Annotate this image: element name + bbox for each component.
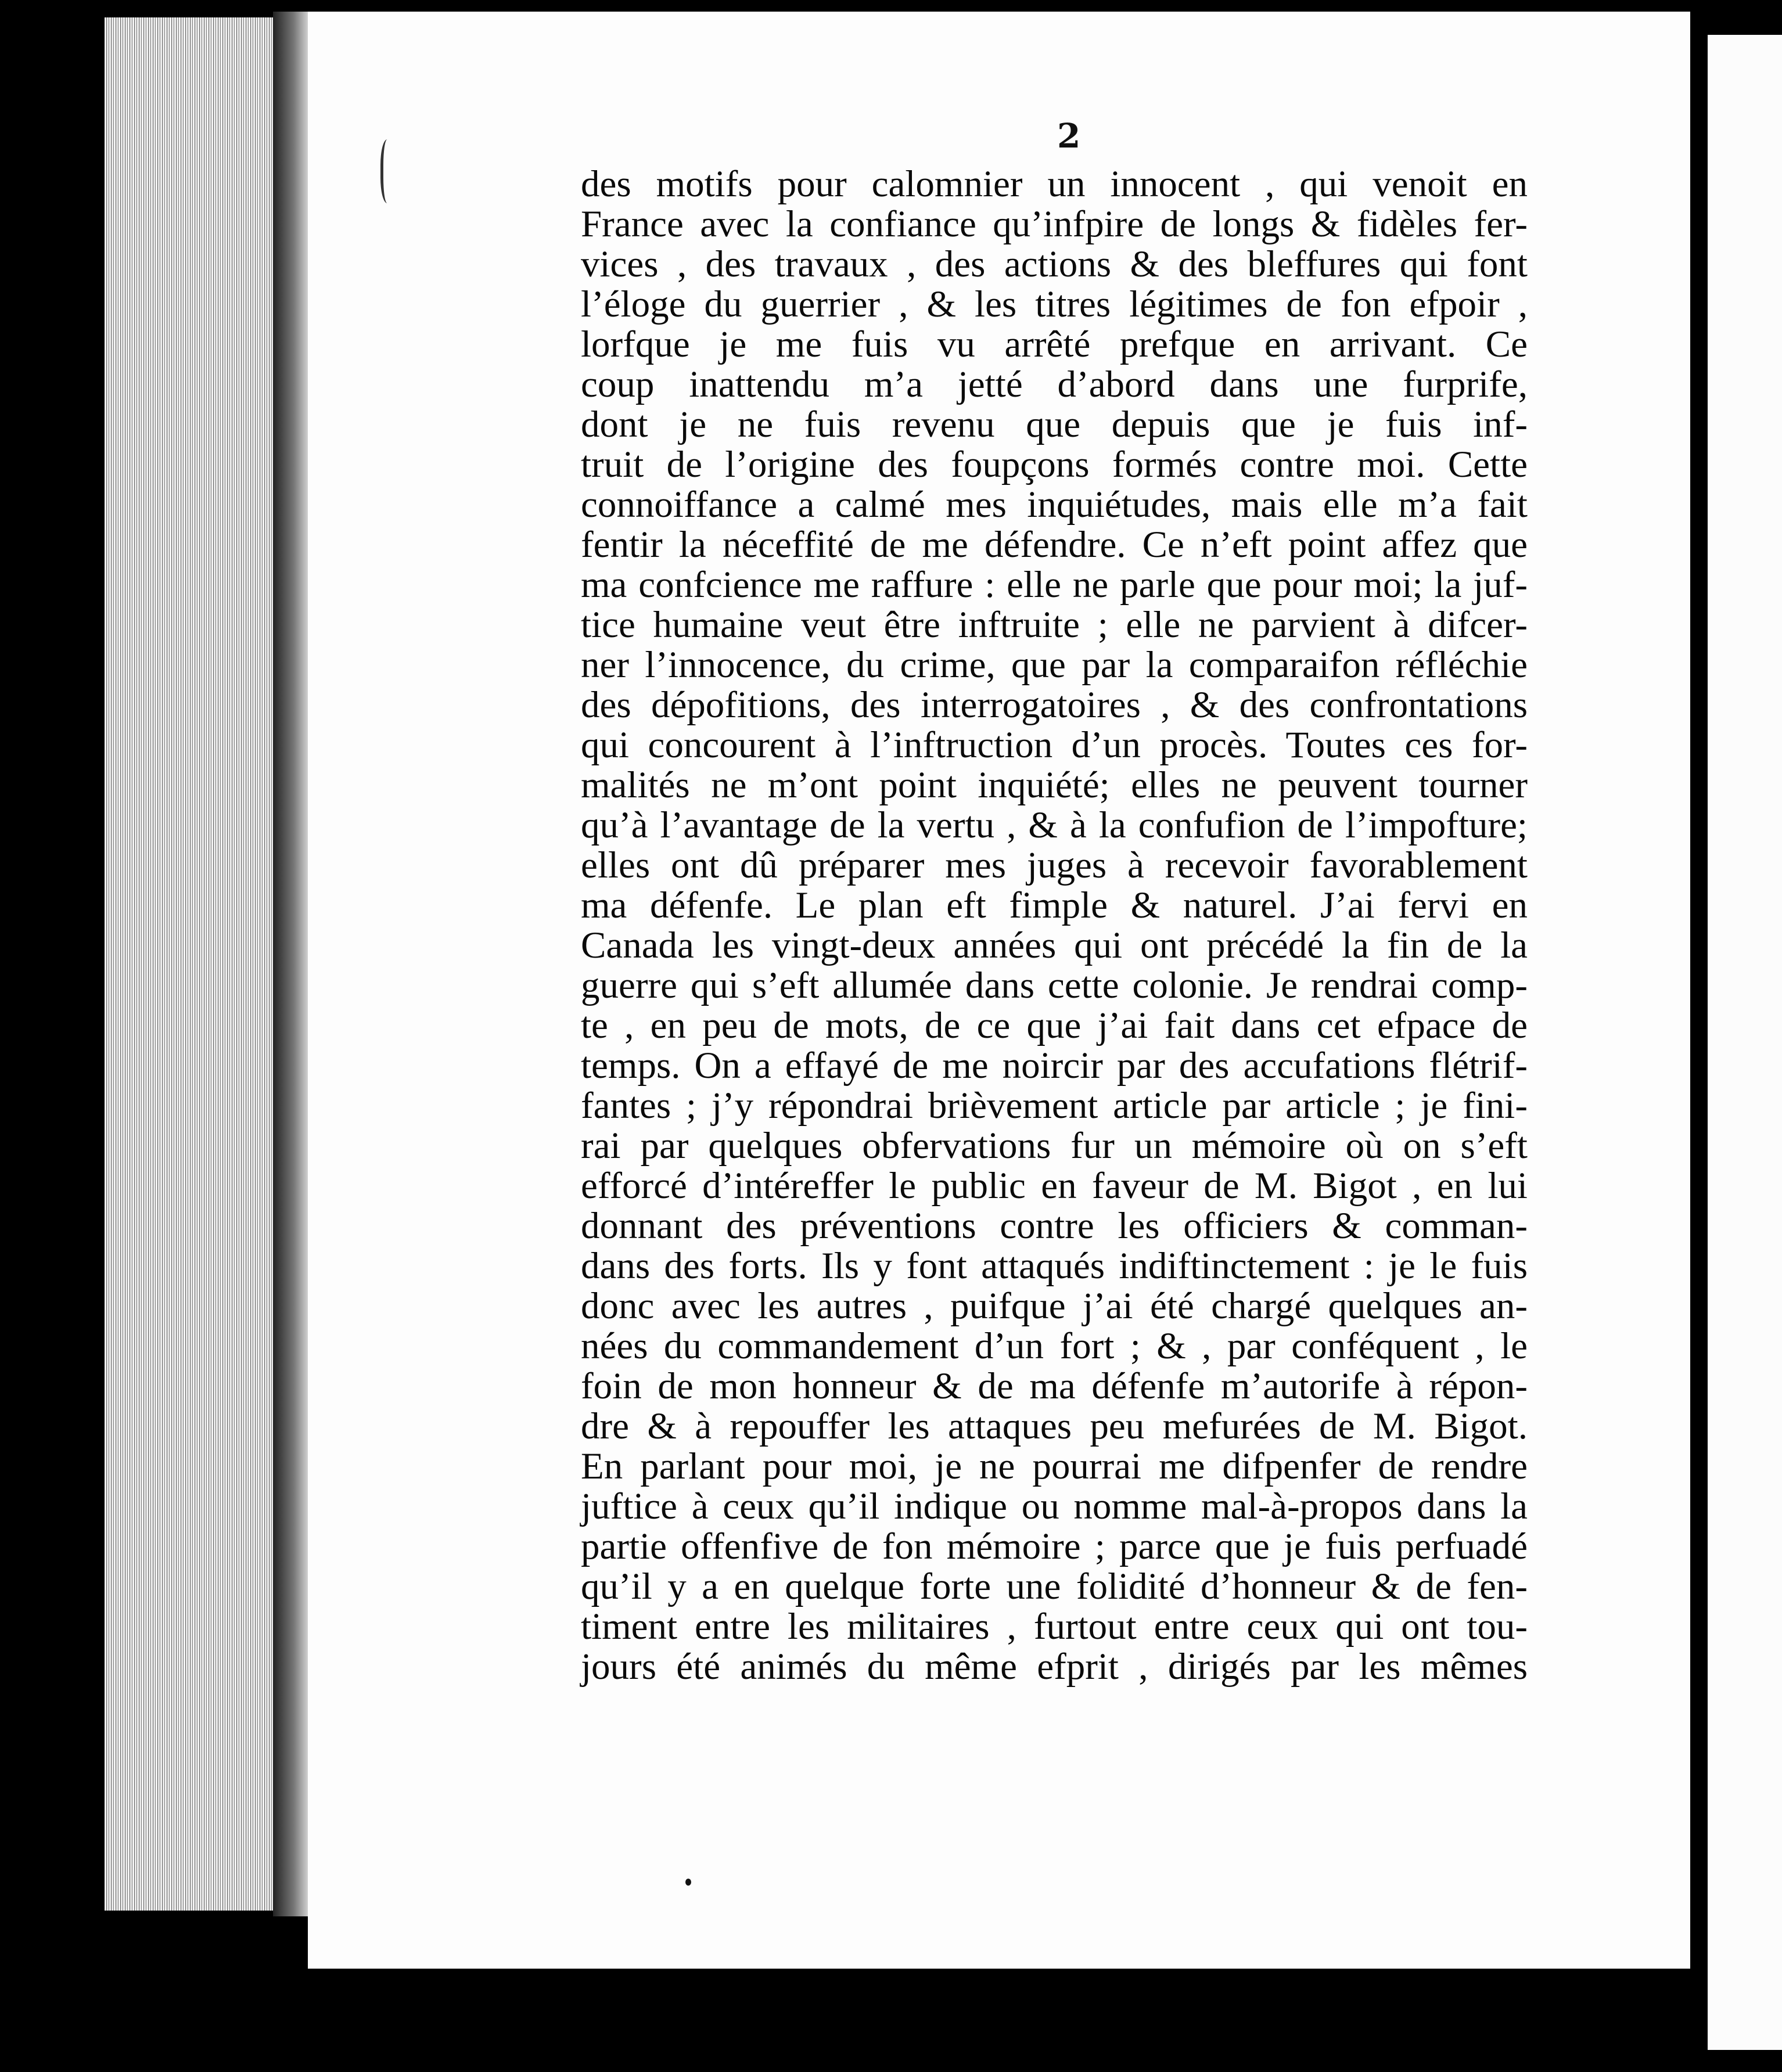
text-line: dont je ne fuis revenu que depuis que je fuis inf- <box>581 404 1528 445</box>
text-line: juftice à ceux qu’il indique ou nomme mal-à-propos dans la <box>581 1485 1528 1527</box>
text-line: nées du commandement d’un fort ; & , par conféquent , le <box>581 1325 1528 1367</box>
text-line: fentir la néceffité de me défendre. Ce n’eft point affez que <box>581 524 1528 566</box>
text-line: France avec la confiance qu’infpire de longs & fidèles fer- <box>581 203 1528 245</box>
body-text <box>581 164 1528 1687</box>
text-line: qui concourent à l’inftruction d’un procès. Toutes ces for- <box>581 724 1528 766</box>
text-line: timent entre les militaires , furtout entre ceux qui ont tou- <box>581 1606 1528 1647</box>
text-line: fantes ; j’y répondrai brièvement article par article ; je fini- <box>581 1085 1528 1127</box>
text-line: Canada les vingt-deux années qui ont précédé la fin de la <box>581 925 1528 966</box>
text-line: foin de mon honneur & de ma défenfe m’autorife à répon- <box>581 1365 1528 1407</box>
text-line: truit de l’origine des foupçons formés contre moi. Cette <box>581 444 1528 485</box>
text-line: te , en peu de mots, de ce que j’ai fait dans cet efpace de <box>581 1005 1528 1046</box>
text-line: jours été animés du même efprit , dirigés par les mêmes <box>581 1646 1528 1688</box>
text-line: guerre qui s’eft allumée dans cette colonie. Je rendrai comp- <box>581 965 1528 1006</box>
ink-speck <box>685 1879 691 1886</box>
text-line: dans des forts. Ils y font attaqués indiftinctement : je le fuis <box>581 1245 1528 1287</box>
book-page-edges <box>105 17 279 1911</box>
text-line: dre & à repouffer les attaques peu mefurées de M. Bigot. <box>581 1405 1528 1447</box>
text-line: ner l’innocence, du crime, que par la comparaifon réfléchie <box>581 644 1528 686</box>
text-line: l’éloge du guerrier , & les titres légitimes de fon efpoir , <box>581 283 1528 325</box>
text-line: malités ne m’ont point inquiété; elles ne peuvent tourner <box>581 764 1528 806</box>
text-line: rai par quelques obfervations fur un mémoire où on s’eft <box>581 1125 1528 1167</box>
text-line: tice humaine veut être inftruite ; elle ne parvient à difcer- <box>581 604 1528 646</box>
text-line: partie offenfive de fon mémoire ; parce que je fuis perfuadé <box>581 1526 1528 1567</box>
text-line: qu’il y a en quelque forte une folidité d’honneur & de fen- <box>581 1566 1528 1607</box>
text-line: qu’à l’avantage de la vertu , & à la confufion de l’impofture; <box>581 804 1528 846</box>
text-line: des motifs pour calomnier un innocent , qui venoit en <box>581 163 1528 205</box>
text-line: ma défenfe. Le plan eft fimple & naturel. J’ai fervi en <box>581 884 1528 926</box>
text-line: lorfque je me fuis vu arrêté prefque en arrivant. Ce <box>581 323 1528 365</box>
margin-mark <box>380 139 397 203</box>
text-line: donnant des préventions contre les officiers & comman- <box>581 1205 1528 1247</box>
text-line: des dépofitions, des interrogatoires , & des confrontations <box>581 684 1528 726</box>
text-line: connoiffance a calmé mes inquiétudes, mais elle m’a fait <box>581 484 1528 526</box>
text-line: vices , des travaux , des actions & des bleffures qui font <box>581 243 1528 285</box>
page-number: 2 <box>1057 116 1081 156</box>
text-line: efforcé d’intéreffer le public en faveur de M. Bigot , en lui <box>581 1165 1528 1207</box>
text-line: ma confcience me raffure : elle ne parle que pour moi; la juf- <box>581 564 1528 606</box>
text-line: elles ont dû préparer mes juges à recevoir favorablement <box>581 844 1528 886</box>
text-line: coup inattendu m’a jetté d’abord dans une furprife, <box>581 364 1528 405</box>
facing-page-edge <box>1708 35 1782 2050</box>
text-line: donc avec les autres , puifque j’ai été chargé quelques an- <box>581 1285 1528 1327</box>
text-line: temps. On a effayé de me noircir par des accufations flétrif- <box>581 1045 1528 1087</box>
binding-shadow <box>273 12 308 1916</box>
text-line: En parlant pour moi, je ne pourrai me difpenfer de rendre <box>581 1445 1528 1487</box>
